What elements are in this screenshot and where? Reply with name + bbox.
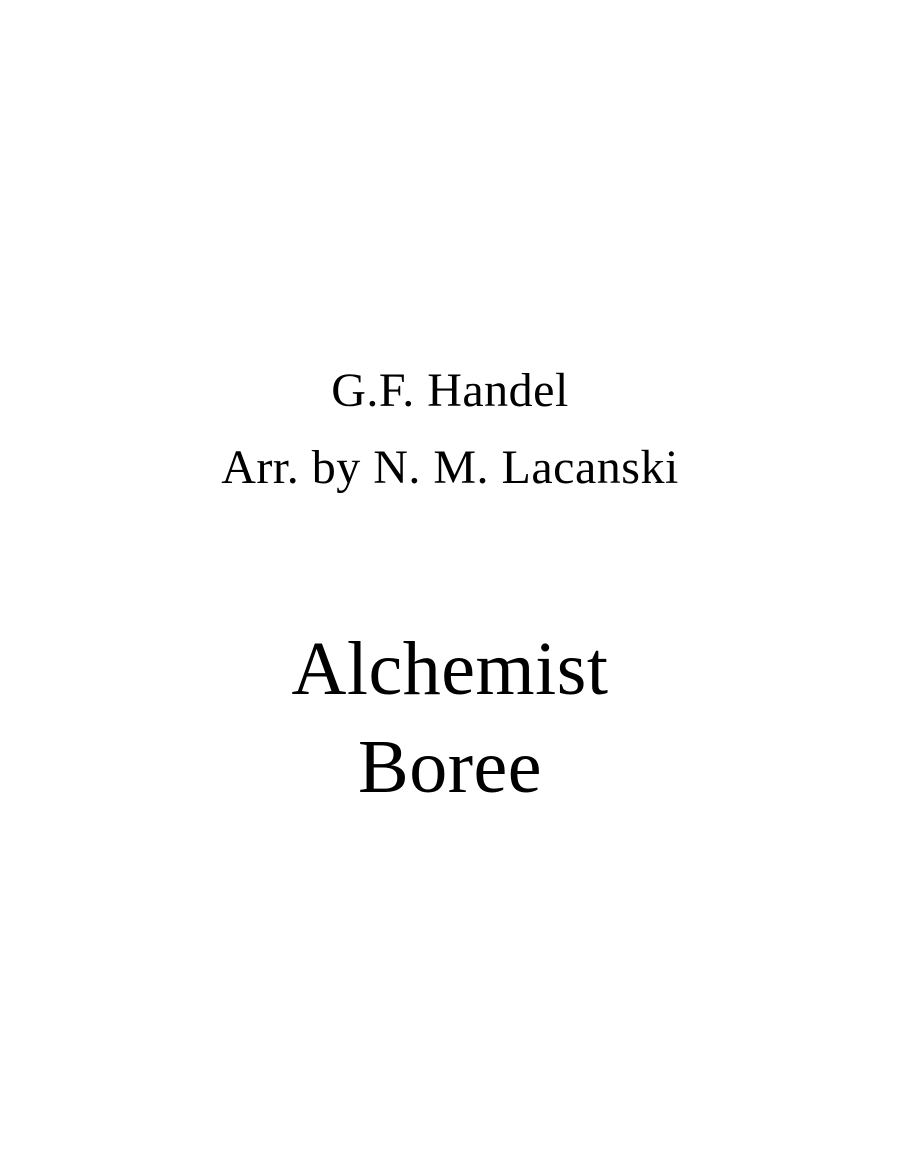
arranger-credit: Arr. by N. M. Lacanski (221, 441, 679, 494)
page-title-line-1: Alchemist (291, 627, 609, 711)
composer-block (0, 352, 900, 506)
page-title-line-2: Boree (358, 725, 542, 809)
title-block (0, 620, 900, 816)
composer-name: G.F. Handel (331, 364, 569, 417)
